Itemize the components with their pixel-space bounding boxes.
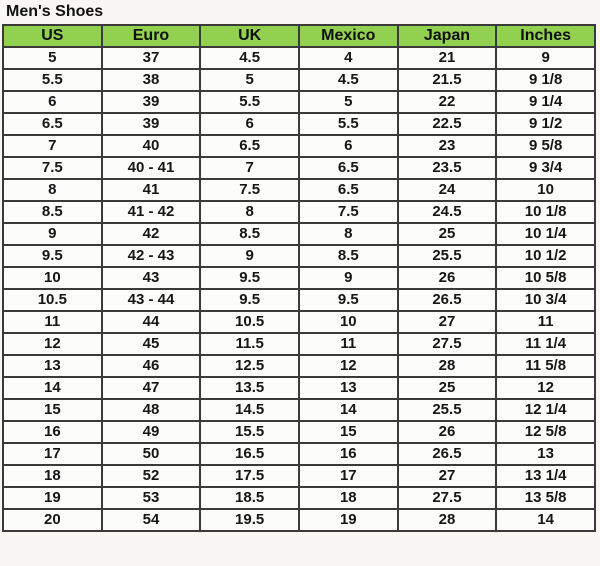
table-cell: 43 [102, 267, 201, 289]
table-cell: 25 [398, 377, 497, 399]
table-row [3, 69, 595, 91]
table-cell: 10.5 [3, 289, 102, 311]
table-cell: 25.5 [398, 399, 497, 421]
table-cell: 11 [299, 333, 398, 355]
table-cell: 8.5 [299, 245, 398, 267]
table-cell: 52 [102, 465, 201, 487]
table-cell: 10 1/8 [496, 201, 595, 223]
table-row [3, 465, 595, 487]
table-cell: 12 5/8 [496, 421, 595, 443]
table-cell: 26 [398, 421, 497, 443]
table-row [3, 179, 595, 201]
table-cell: 7.5 [200, 179, 299, 201]
table-cell: 9.5 [299, 289, 398, 311]
table-row [3, 91, 595, 113]
table-cell: 9.5 [200, 289, 299, 311]
table-cell: 37 [102, 47, 201, 69]
table-cell: 4 [299, 47, 398, 69]
table-cell: 13 [496, 443, 595, 465]
table-cell: 6.5 [3, 113, 102, 135]
table-cell: 27.5 [398, 487, 497, 509]
table-cell: 10 [496, 179, 595, 201]
table-cell: 26.5 [398, 443, 497, 465]
shoe-size-conversion-table [2, 24, 596, 532]
table-cell: 42 [102, 223, 201, 245]
table-cell: 10 [3, 267, 102, 289]
table-cell: 39 [102, 113, 201, 135]
table-cell: 11 5/8 [496, 355, 595, 377]
table-cell: 18.5 [200, 487, 299, 509]
table-header-cell: Inches [496, 25, 595, 47]
table-cell: 6.5 [299, 179, 398, 201]
table-cell: 9.5 [3, 245, 102, 267]
table-cell: 9 1/8 [496, 69, 595, 91]
table-row [3, 311, 595, 333]
table-cell: 40 - 41 [102, 157, 201, 179]
table-cell: 11 1/4 [496, 333, 595, 355]
table-cell: 14 [299, 399, 398, 421]
table-cell: 13 [3, 355, 102, 377]
table-cell: 13 [299, 377, 398, 399]
table-cell: 8 [200, 201, 299, 223]
table-cell: 54 [102, 509, 201, 531]
table-cell: 7.5 [299, 201, 398, 223]
table-row [3, 135, 595, 157]
table-cell: 16 [299, 443, 398, 465]
table-cell: 6 [200, 113, 299, 135]
table-header-cell: US [3, 25, 102, 47]
table-cell: 6 [299, 135, 398, 157]
table-row [3, 157, 595, 179]
table-cell: 5 [299, 91, 398, 113]
table-row [3, 487, 595, 509]
table-cell: 9 [200, 245, 299, 267]
table-cell: 12 [299, 355, 398, 377]
table-cell: 28 [398, 355, 497, 377]
table-cell: 24 [398, 179, 497, 201]
table-cell: 9 1/4 [496, 91, 595, 113]
table-cell: 18 [299, 487, 398, 509]
table-cell: 43 - 44 [102, 289, 201, 311]
table-cell: 10.5 [200, 311, 299, 333]
table-cell: 9 [3, 223, 102, 245]
table-cell: 24.5 [398, 201, 497, 223]
table-cell: 14 [496, 509, 595, 531]
table-cell: 28 [398, 509, 497, 531]
table-cell: 38 [102, 69, 201, 91]
table-cell: 11.5 [200, 333, 299, 355]
table-cell: 19 [299, 509, 398, 531]
table-cell: 6.5 [200, 135, 299, 157]
table-cell: 41 - 42 [102, 201, 201, 223]
table-row [3, 509, 595, 531]
table-row [3, 47, 595, 69]
table-cell: 22 [398, 91, 497, 113]
table-cell: 10 [299, 311, 398, 333]
table-cell: 26 [398, 267, 497, 289]
table-cell: 9 1/2 [496, 113, 595, 135]
table-cell: 8 [3, 179, 102, 201]
table-row [3, 223, 595, 245]
table-header-row [3, 25, 595, 47]
table-row [3, 333, 595, 355]
table-cell: 7.5 [3, 157, 102, 179]
table-cell: 44 [102, 311, 201, 333]
table-cell: 48 [102, 399, 201, 421]
table-cell: 17.5 [200, 465, 299, 487]
table-cell: 8.5 [200, 223, 299, 245]
table-cell: 5.5 [3, 69, 102, 91]
table-cell: 22.5 [398, 113, 497, 135]
table-cell: 23.5 [398, 157, 497, 179]
table-cell: 42 - 43 [102, 245, 201, 267]
table-cell: 15 [299, 421, 398, 443]
table-cell: 12 [3, 333, 102, 355]
table-cell: 10 1/2 [496, 245, 595, 267]
table-cell: 5.5 [200, 91, 299, 113]
table-cell: 10 1/4 [496, 223, 595, 245]
table-cell: 12 [496, 377, 595, 399]
table-row [3, 245, 595, 267]
table-cell: 4.5 [200, 47, 299, 69]
table-cell: 15 [3, 399, 102, 421]
table-cell: 14.5 [200, 399, 299, 421]
table-cell: 41 [102, 179, 201, 201]
table-header-cell: UK [200, 25, 299, 47]
table-cell: 40 [102, 135, 201, 157]
table-cell: 11 [3, 311, 102, 333]
table-cell: 12 1/4 [496, 399, 595, 421]
table-header-cell: Mexico [299, 25, 398, 47]
table-row [3, 377, 595, 399]
table-cell: 23 [398, 135, 497, 157]
table-cell: 6 [3, 91, 102, 113]
table-cell: 16.5 [200, 443, 299, 465]
table-cell: 27 [398, 311, 497, 333]
table-header-cell: Japan [398, 25, 497, 47]
table-cell: 5 [3, 47, 102, 69]
table-cell: 20 [3, 509, 102, 531]
table-cell: 46 [102, 355, 201, 377]
table-row [3, 201, 595, 223]
table-cell: 13.5 [200, 377, 299, 399]
table-cell: 8.5 [3, 201, 102, 223]
table-cell: 9.5 [200, 267, 299, 289]
table-cell: 50 [102, 443, 201, 465]
table-row [3, 421, 595, 443]
table-cell: 19 [3, 487, 102, 509]
table-row [3, 355, 595, 377]
table-cell: 15.5 [200, 421, 299, 443]
table-cell: 25.5 [398, 245, 497, 267]
table-cell: 9 5/8 [496, 135, 595, 157]
table-cell: 7 [200, 157, 299, 179]
table-cell: 13 5/8 [496, 487, 595, 509]
table-body [3, 47, 595, 531]
table-cell: 17 [3, 443, 102, 465]
table-cell: 9 [299, 267, 398, 289]
table-cell: 53 [102, 487, 201, 509]
page-title: Men's Shoes [6, 3, 104, 20]
table-cell: 10 5/8 [496, 267, 595, 289]
table-cell: 14 [3, 377, 102, 399]
table-cell: 11 [496, 311, 595, 333]
table-cell: 25 [398, 223, 497, 245]
table-cell: 27.5 [398, 333, 497, 355]
table-cell: 8 [299, 223, 398, 245]
table-cell: 5.5 [299, 113, 398, 135]
table-cell: 27 [398, 465, 497, 487]
table-cell: 18 [3, 465, 102, 487]
table-cell: 13 1/4 [496, 465, 595, 487]
table-cell: 6.5 [299, 157, 398, 179]
table-cell: 45 [102, 333, 201, 355]
table-row [3, 443, 595, 465]
table-row [3, 289, 595, 311]
table-header-cell: Euro [102, 25, 201, 47]
table-cell: 19.5 [200, 509, 299, 531]
table-cell: 12.5 [200, 355, 299, 377]
table-cell: 5 [200, 69, 299, 91]
table-cell: 26.5 [398, 289, 497, 311]
table-row [3, 113, 595, 135]
table-cell: 9 3/4 [496, 157, 595, 179]
table-row [3, 267, 595, 289]
table-cell: 17 [299, 465, 398, 487]
table-cell: 7 [3, 135, 102, 157]
table-cell: 47 [102, 377, 201, 399]
table-cell: 39 [102, 91, 201, 113]
table-cell: 21 [398, 47, 497, 69]
table-cell: 49 [102, 421, 201, 443]
table-row [3, 399, 595, 421]
table-cell: 4.5 [299, 69, 398, 91]
table-cell: 9 [496, 47, 595, 69]
table-cell: 16 [3, 421, 102, 443]
table-cell: 10 3/4 [496, 289, 595, 311]
table-cell: 21.5 [398, 69, 497, 91]
